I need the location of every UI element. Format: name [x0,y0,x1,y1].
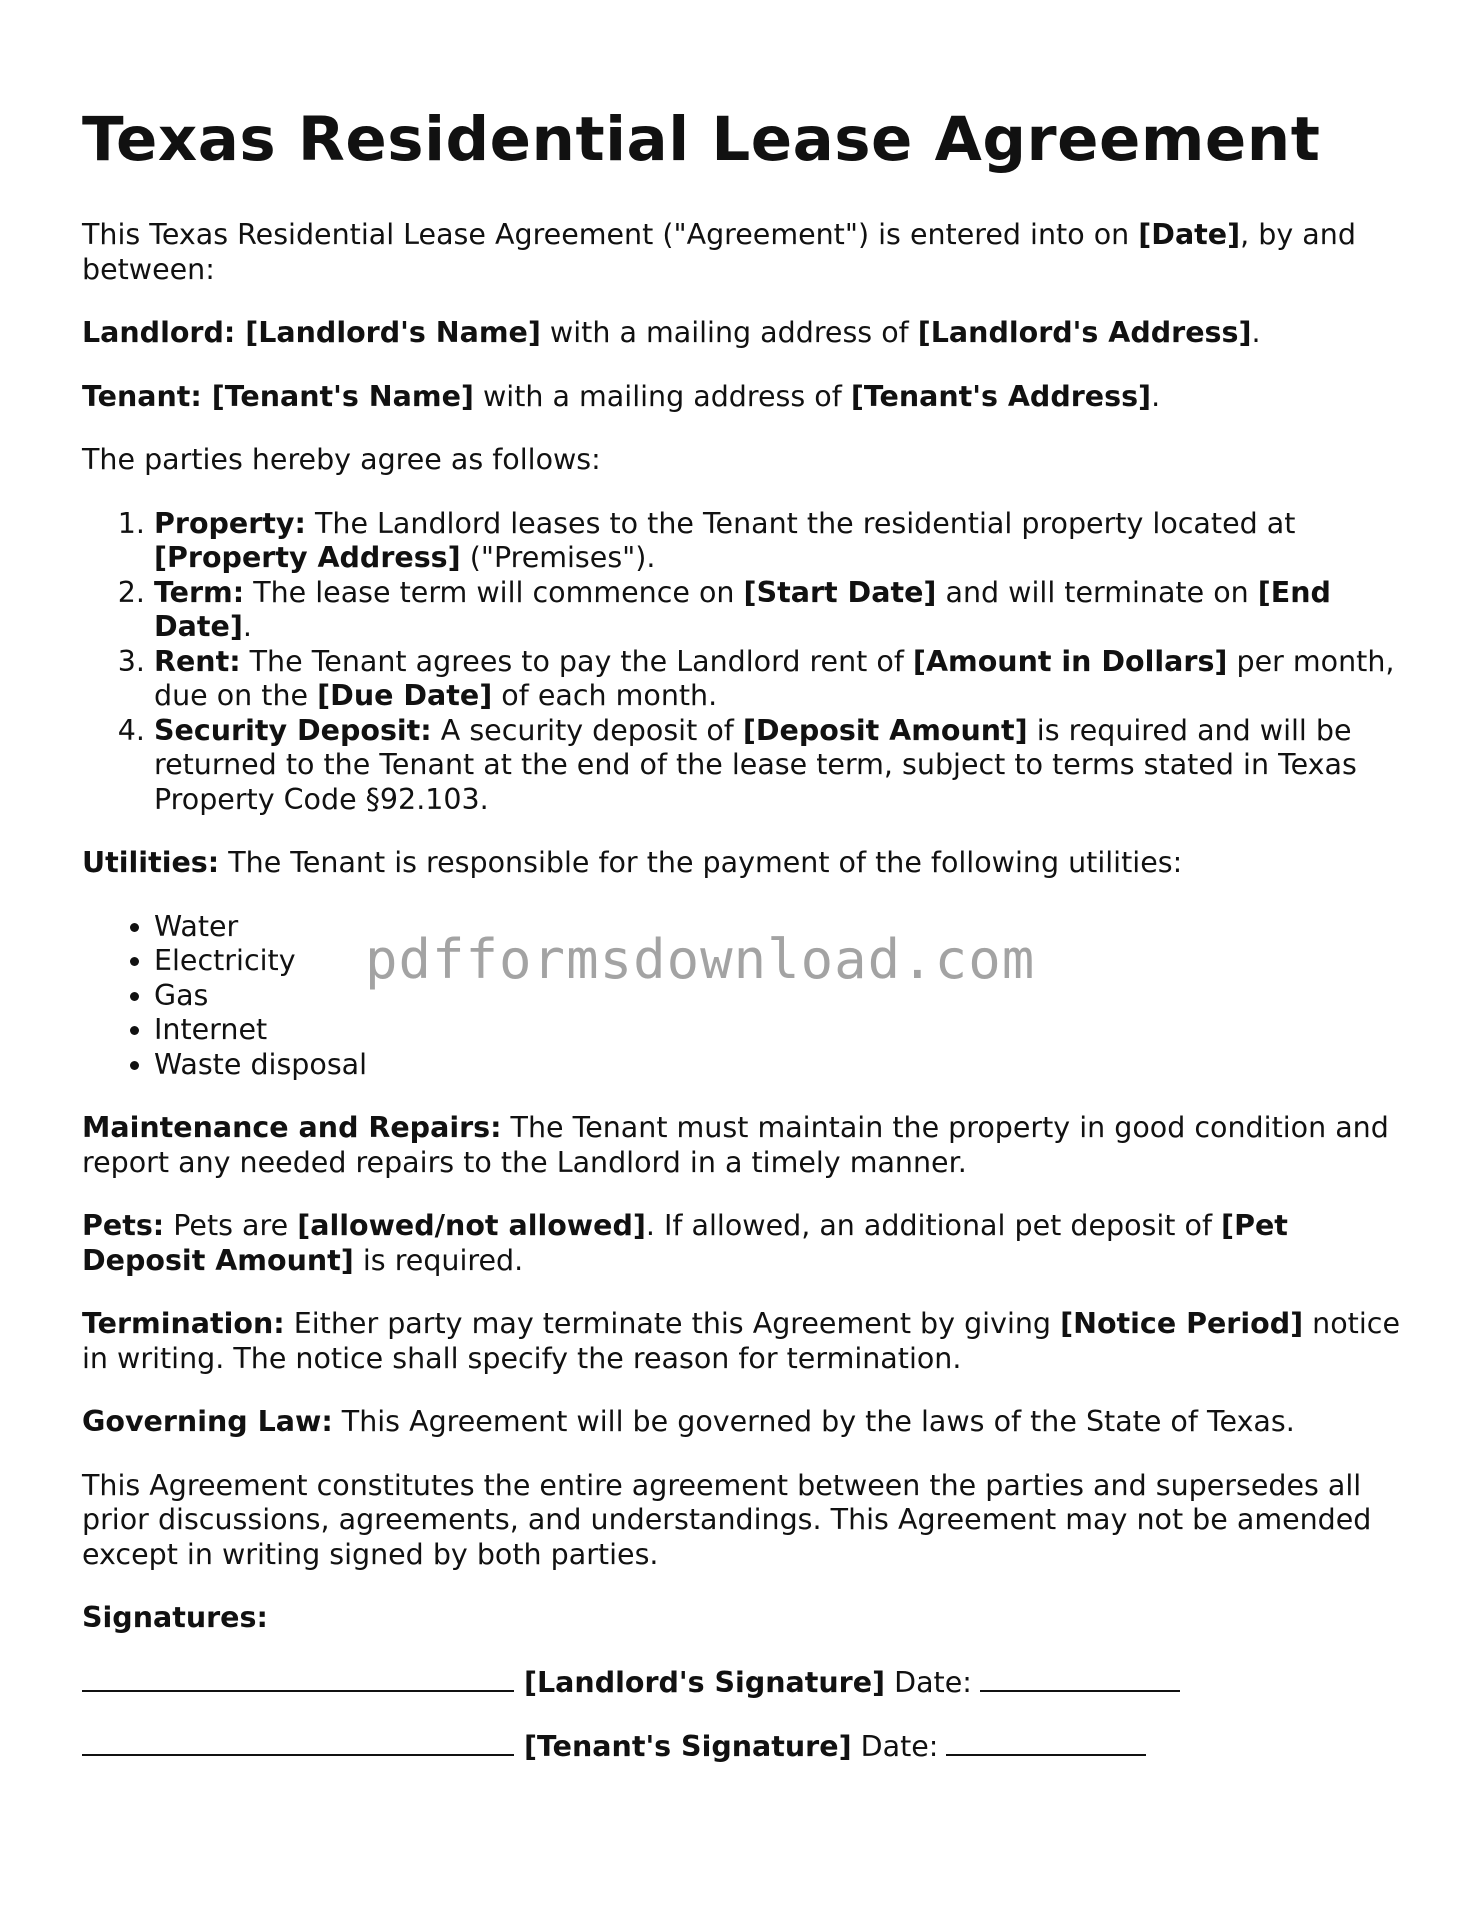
term-property: 1. Property: The Landlord leases to the Tenant the residential property located at [Property Address] ("Premises"). [154,507,1412,576]
tenant-address-placeholder: [Tenant's Address] [850,379,1152,413]
document-title: Texas Residential Lease Agreement [82,104,1321,175]
agree-paragraph: The parties hereby agree as follows: [82,443,601,476]
watermark: pdfformsdownload.com [365,928,1036,991]
landlord-name-label: Landlord: [Landlord's Name] [82,316,541,349]
date-blank[interactable] [980,1665,1180,1692]
landlord-paragraph: Landlord: [Landlord's Name] with a mailing address of [Landlord's Address]. [82,316,1261,349]
intro-paragraph: This Texas Residential Lease Agreement ("Agreement") is entered into on [Date], by and between: [82,218,1356,286]
landlord-address-placeholder: [Landlord's Address] [917,316,1252,349]
term-deposit: 4. Security Deposit: A security deposit of [Deposit Amount] is required and will be returned to the Tenant at the end of the lease term, subject to terms stated in Texas Property Code §92.103. [154,714,1412,818]
list-item: • Waste disposal [154,1048,1412,1083]
list-item: • Electricity [154,944,1412,979]
utilities-paragraph: Utilities: The Tenant is responsible for the payment of the following utilities: [82,846,1183,879]
landlord-signature-label: [Landlord's Signature] [524,1665,886,1699]
list-item: • Gas [154,979,1412,1014]
signature-blank[interactable] [82,1665,514,1692]
signatures-heading: Signatures: [82,1601,268,1634]
governing-law-paragraph: Governing Law: This Agreement will be governed by the laws of the State of Texas. [82,1405,1295,1438]
pets-paragraph: Pets: Pets are [allowed/not allowed]. If allowed, an additional pet deposit of [Pet Deposit Amount] is required. [82,1209,1288,1277]
term-term: 2. Term: The lease term will commence on [Start Date] and will terminate on [End Date]. [154,576,1412,645]
tenant-signature-line [82,1729,1412,1765]
tenant-paragraph: Tenant: [Tenant's Name] with a mailing address of [Tenant's Address]. [82,379,1161,413]
list-item: • Internet [154,1013,1412,1048]
term-rent: 3. Rent: The Tenant agrees to pay the Landlord rent of [Amount in Dollars] per month, due on the [Due Date] of each month. [154,645,1412,714]
terms-list [82,507,1412,818]
signature-blank[interactable] [82,1729,514,1756]
date-blank[interactable] [946,1729,1146,1756]
tenant-signature-label: [Tenant's Signature] [524,1730,852,1763]
entire-agreement-paragraph: This Agreement constitutes the entire agreement between the parties and supersedes all prior discussions, agreements, and understandings. This Agreement may not be amended except in writing signed by both parties. [82,1468,1372,1571]
maintenance-paragraph: Maintenance and Repairs: The Tenant must maintain the property in good condition and report any needed repairs to the Landlord in a timely manner. [82,1111,1389,1179]
termination-paragraph: Termination: Either party may terminate this Agreement by giving [Notice Period] notice in writing. The notice shall specify the reason for termination. [82,1307,1400,1375]
date-placeholder: [Date] [1138,218,1241,251]
date-label: Date: [894,1665,972,1699]
list-item: • Water [154,910,1412,945]
landlord-signature-line [82,1665,1412,1701]
tenant-name-label: Tenant: [Tenant's Name] [82,379,474,413]
date-label: Date: [860,1730,939,1763]
